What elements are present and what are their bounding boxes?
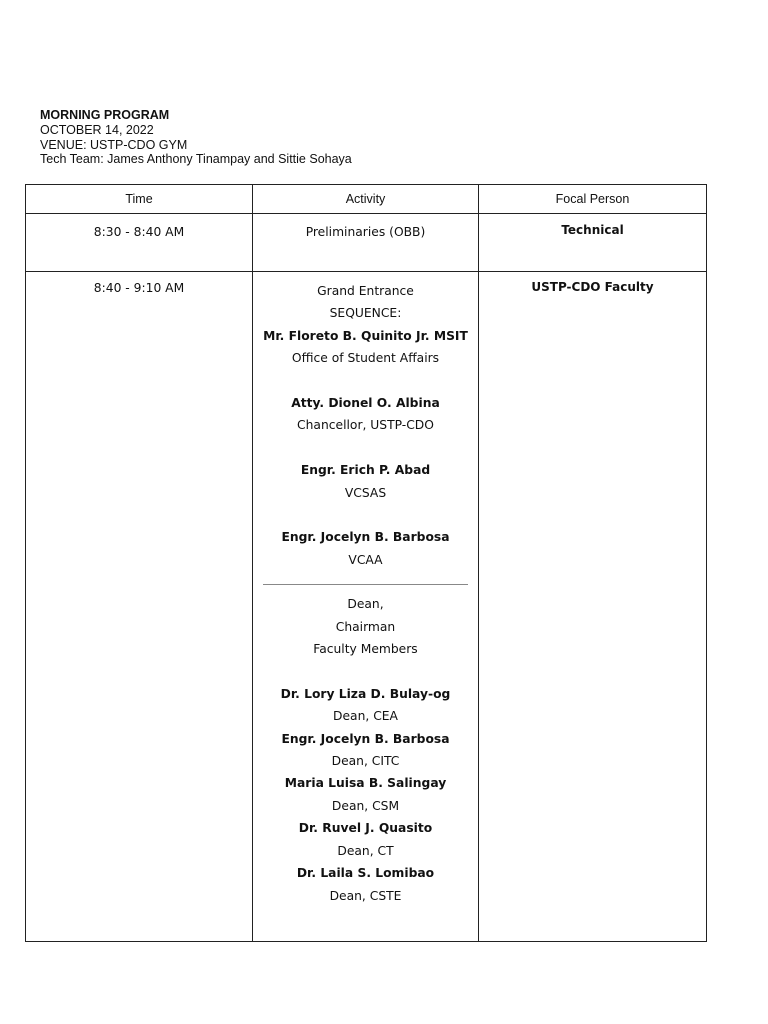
time-cell: 8:30 - 8:40 AM: [26, 214, 253, 272]
activity-cell: [253, 272, 479, 942]
column-header-activity: Activity: [253, 185, 479, 214]
table-header-row: [26, 185, 707, 214]
program-date: OCTOBER 14, 2022: [40, 122, 154, 137]
official-role: Office of Student Affairs: [291, 351, 440, 366]
program-venue: VENUE: USTP-CDO GYM: [40, 137, 188, 152]
program-header: [40, 108, 352, 167]
tech-team: Tech Team: James Anthony Tinampay and Sittie Sohaya: [40, 152, 352, 167]
activity-title: Grand Entrance: [317, 284, 414, 298]
program-table: [25, 184, 707, 942]
dean-name: Dr. Ruvel J. Quasito: [298, 821, 433, 836]
group-label: Dean,: [347, 597, 384, 612]
dean-role: Dean, CEA: [333, 709, 398, 724]
group-label: Chairman: [335, 619, 396, 634]
dean-name: Engr. Jocelyn B. Barbosa: [281, 731, 450, 746]
official-name: Mr. Floreto B. Quinito Jr. MSIT: [263, 328, 468, 343]
dean-name: Dr. Laila S. Lomibao: [296, 866, 435, 881]
dean-role: Dean, CT: [337, 843, 394, 858]
focal-person-cell: Technical: [479, 214, 707, 272]
dean-role: Dean, CSM: [331, 798, 400, 813]
official-name: Engr. Erich P. Abad: [300, 463, 431, 478]
official-role: Chancellor, USTP-CDO: [297, 418, 434, 433]
focal-person-cell: USTP-CDO Faculty: [479, 272, 707, 942]
official-role: VCAA: [348, 552, 383, 567]
table-row: [26, 272, 707, 942]
group-label: Faculty Members: [313, 642, 418, 657]
dean-role: Dean, CSTE: [329, 888, 402, 903]
dean-name: Maria Luisa B. Salingay: [284, 776, 447, 791]
official-name: Engr. Jocelyn B. Barbosa: [281, 530, 450, 545]
section-divider: [263, 584, 468, 585]
grand-entrance-sequence: [253, 272, 478, 907]
dean-name: Dr. Lory Liza D. Bulay-og: [280, 686, 451, 701]
dean-role: Dean, CITC: [331, 754, 400, 769]
column-header-focal-person: Focal Person: [479, 185, 707, 214]
table-row: [26, 214, 707, 272]
time-cell: 8:40 - 9:10 AM: [26, 272, 253, 942]
column-header-time: Time: [26, 185, 253, 214]
sequence-label: SEQUENCE:: [329, 306, 402, 321]
program-title: MORNING PROGRAM: [40, 108, 170, 122]
official-name: Atty. Dionel O. Albina: [291, 396, 440, 411]
activity-cell: Preliminaries (OBB): [253, 214, 479, 272]
official-role: VCSAS: [344, 485, 387, 500]
